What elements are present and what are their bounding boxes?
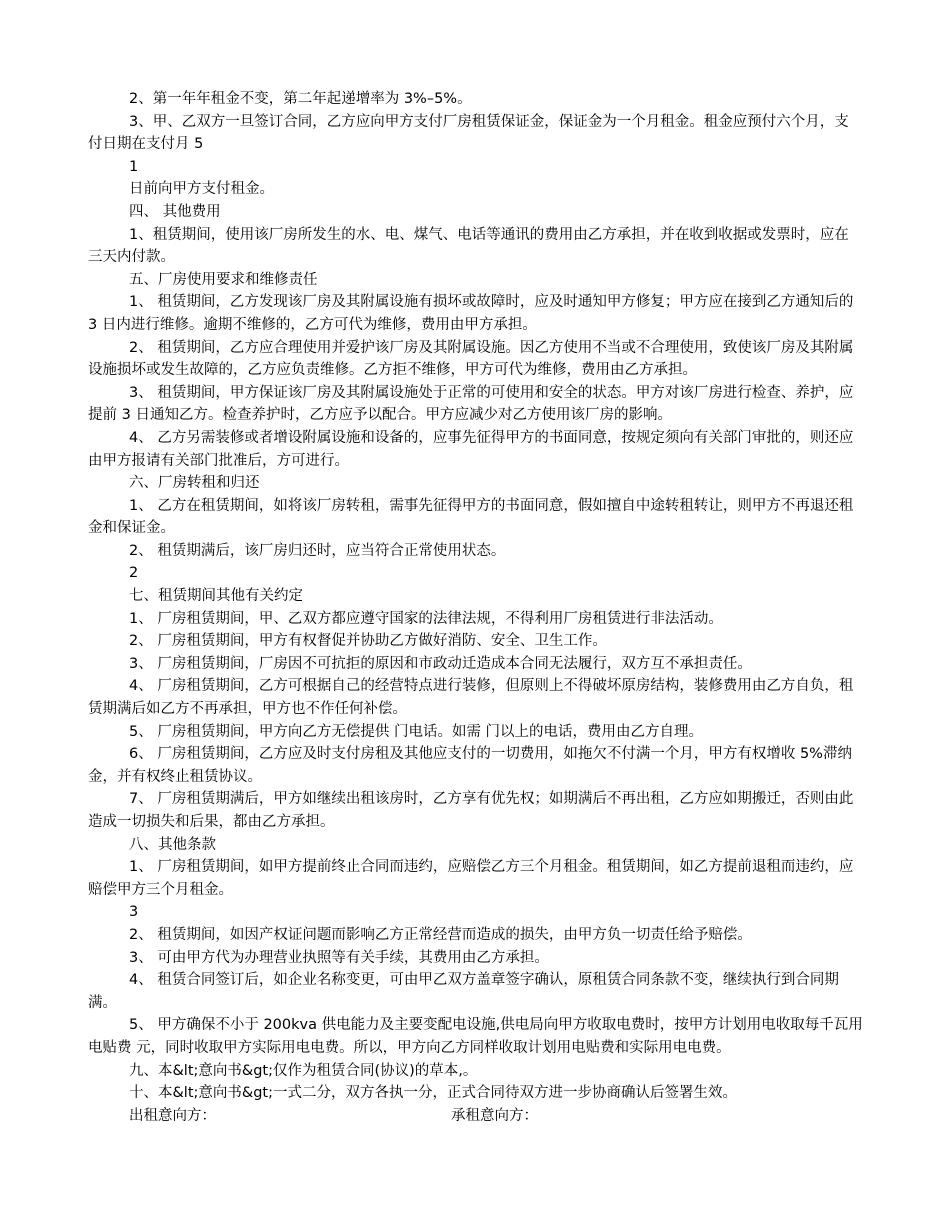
paragraph-fees-1: 1、租赁期间，使用该厂房所发生的水、电、煤气、电话等通讯的费用由乙方承担，并在收到收据或发票时，应在三天内付款。 [88,226,849,266]
paragraph-maintenance-4: 4、 乙方另需装修或者增设附属设施和设备的，应事先征得甲方的书面同意，按规定须向有关部门审批的，则还应由甲方报请有关部门批准后，方可进行。 [88,429,854,469]
signature-line [88,1105,863,1128]
paragraph-terms-5: 5、 甲方确保不小于 200kva 供电能力及主要变配电设施,供电局向甲方收取电费时，按甲方计划用电收取每千瓦用电贴费 元，同时收取甲方实际用电电费。所以，甲方向乙方同样收取计划用电贴费和实际用电电费。 [88,1017,863,1056]
paragraph-agreement-7: 7、 厂房租赁期满后，甲方如继续出租该房时，乙方享有优先权；如期满后不再出租，乙方应如期搬迁，否则由此造成一切损失和后果，都由乙方承担。 [88,791,854,830]
paragraph-agreement-1: 1、 厂房租赁期间，甲、乙双方都应遵守国家的法律法规，不得利用厂房租赁进行非法活动。 [129,610,723,627]
paragraph-agreement-5: 5、 厂房租赁期间，甲方向乙方无偿提供 门电话。如需 门以上的电话，费用由乙方自理。 [129,723,704,740]
paragraph-clause-10: 十、本&lt;意向书&gt;一式二分，双方各执一分，正式合同待双方进一步协商确认后签署生效。 [129,1085,737,1102]
heading-usage-maintenance: 五、厂房使用要求和维修责任 [129,271,318,288]
lessor-signature-label: 出租意向方： [129,1107,216,1124]
heading-other-agreements: 七、租赁期间其他有关约定 [129,588,303,605]
paragraph-terms-3: 3、 可由甲方代为办理营业执照等有关手续，其费用由乙方承担。 [129,949,549,966]
heading-sublease-return: 六、厂房转租和归还 [129,475,260,492]
paragraph-agreement-3: 3、 厂房租赁期间，厂房因不可抗拒的原因和市政动迁造成本合同无法履行，双方互不承担责任。 [129,655,752,672]
paragraph-terms-2: 2、 租赁期间，如因产权证问题而影响乙方正常经营而造成的损失，由甲方负一切责任给予赔偿。 [129,926,752,943]
page-number: 3 [129,904,139,921]
page-number: 2 [129,565,139,582]
lessee-signature-label: 承租意向方： [451,1107,538,1124]
paragraph-rent-increase: 2、第一年年租金不变，第二年起递增率为 3%–5%。 [129,91,472,107]
page-number: 1 [129,158,139,175]
paragraph-clause-9: 九、本&lt;意向书&gt;仅作为租赁合同(协议)的草本,。 [129,1062,478,1079]
paragraph-maintenance-2: 2、 租赁期间，乙方应合理使用并爱护该厂房及其附属设施。因乙方使用不当或不合理使用，致使该厂房及其附属设施损坏或发生故障的，乙方应负责维修。乙方拒不维修，甲方可代为维修，费用由乙方承担。 [88,339,854,379]
heading-other-fees: 四、 其他费用 [129,203,221,220]
paragraph-terms-4: 4、 租赁合同签订后，如企业名称变更，可由甲乙双方盖章签字确认，原租赁合同条款不变，继续执行到合同期满。 [88,972,839,1011]
paragraph-deposit: 3、甲、乙双方一旦签订合同，乙方应向甲方支付厂房租赁保证金，保证金为一个月租金。租金应预付六个月，支付日期在支付月 5 [88,113,849,153]
paragraph-agreement-2: 2、 厂房租赁期间，甲方有权督促并协助乙方做好消防、安全、卫生工作。 [129,633,607,650]
paragraph-terms-1: 1、 厂房租赁期间，如甲方提前终止合同而违约，应赔偿乙方三个月租金。租赁期间，如乙方提前退租而违约，应赔偿甲方三个月租金。 [88,859,854,898]
paragraph-maintenance-1: 1、 租赁期间，乙方发现该厂房及其附属设施有损坏或故障时，应及时通知甲方修复；甲方应在接到乙方通知后的 3 日内进行维修。逾期不维修的，乙方可代为维修，费用由甲方承担。 [88,294,854,333]
paragraph-maintenance-3: 3、 租赁期间，甲方保证该厂房及其附属设施处于正常的可使用和安全的状态。甲方对该厂房进行检查、养护，应提前 3 日通知乙方。检查养护时，乙方应予以配合。甲方应减少对乙方使用该厂房的影响。 [88,384,854,424]
paragraph-sublease-2: 2、 租赁期满后，该厂房归还时，应当符合正常使用状态。 [129,542,506,559]
document-body [88,88,863,1127]
paragraph-agreement-4: 4、 厂房租赁期间，乙方可根据自己的经营特点进行装修，但原则上不得破坏原房结构，装修费用由乙方自负，租赁期满后如乙方不再承担，甲方也不作任何补偿。 [88,678,854,718]
paragraph-deposit-cont: 日前向甲方支付租金。 [129,181,274,198]
paragraph-agreement-6: 6、 厂房租赁期间，乙方应及时支付房租及其他应支付的一切费用，如拖欠不付满一个月，甲方有权增收 5%滞纳金，并有权终止租赁协议。 [88,746,852,785]
paragraph-sublease-1: 1、 乙方在租赁期间，如将该厂房转租，需事先征得甲方的书面同意，假如擅自中途转租转让，则甲方不再退还租金和保证金。 [88,497,854,537]
heading-other-terms: 八、其他条款 [129,836,216,853]
